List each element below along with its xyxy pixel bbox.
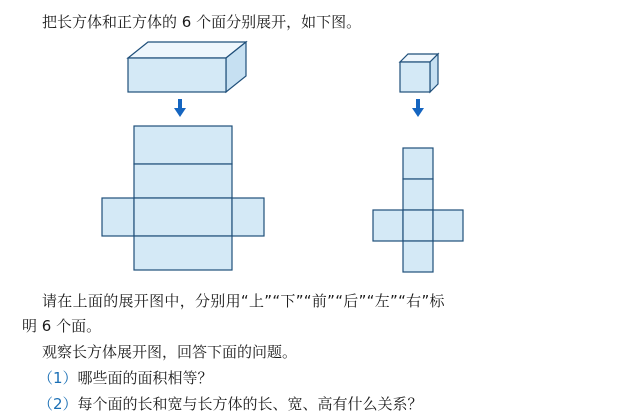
- cube-net-face: [403, 179, 433, 210]
- intro-text: 把长方体和正方体的 6 个面分别展开，如下图。: [42, 13, 362, 31]
- cube-figure: [400, 54, 438, 92]
- cuboid-net: [102, 126, 264, 270]
- cuboid-arrow-icon: [174, 99, 186, 117]
- question-text: 哪些面的面积相等？: [77, 369, 213, 387]
- cuboid-net-face: [134, 236, 232, 270]
- observe-text: 观察长方体展开图，回答下面的问题。: [42, 343, 298, 361]
- cube-net-face: [403, 148, 433, 179]
- cube-net-face: [403, 210, 433, 241]
- question-number: （1）: [38, 369, 78, 387]
- question-number: （2）: [38, 395, 78, 413]
- cuboid-net-face: [232, 198, 264, 236]
- instruction-line-1: 请在上面的展开图中，分别用“上”“下”“前”“后”“左”“右”标: [42, 292, 445, 310]
- instruction-line-2: 明 6 个面。: [22, 317, 102, 335]
- cuboid-net-face: [134, 198, 232, 236]
- cuboid-net-face: [102, 198, 134, 236]
- cube-net-face: [373, 210, 403, 241]
- question-text: 每个面的长和宽与长方体的长、宽、高有什么关系？: [77, 395, 423, 413]
- cube-net-face: [403, 241, 433, 272]
- cube-net-face: [433, 210, 463, 241]
- question-1: [38, 368, 213, 388]
- cuboid-figure: [128, 42, 246, 92]
- cube-net: [373, 148, 463, 272]
- cube-arrow-icon: [412, 99, 424, 117]
- question-2: [38, 394, 423, 414]
- cube-front-face: [400, 62, 430, 92]
- cuboid-net-face: [134, 164, 232, 198]
- cuboid-front-face: [128, 58, 226, 92]
- cuboid-net-face: [134, 126, 232, 164]
